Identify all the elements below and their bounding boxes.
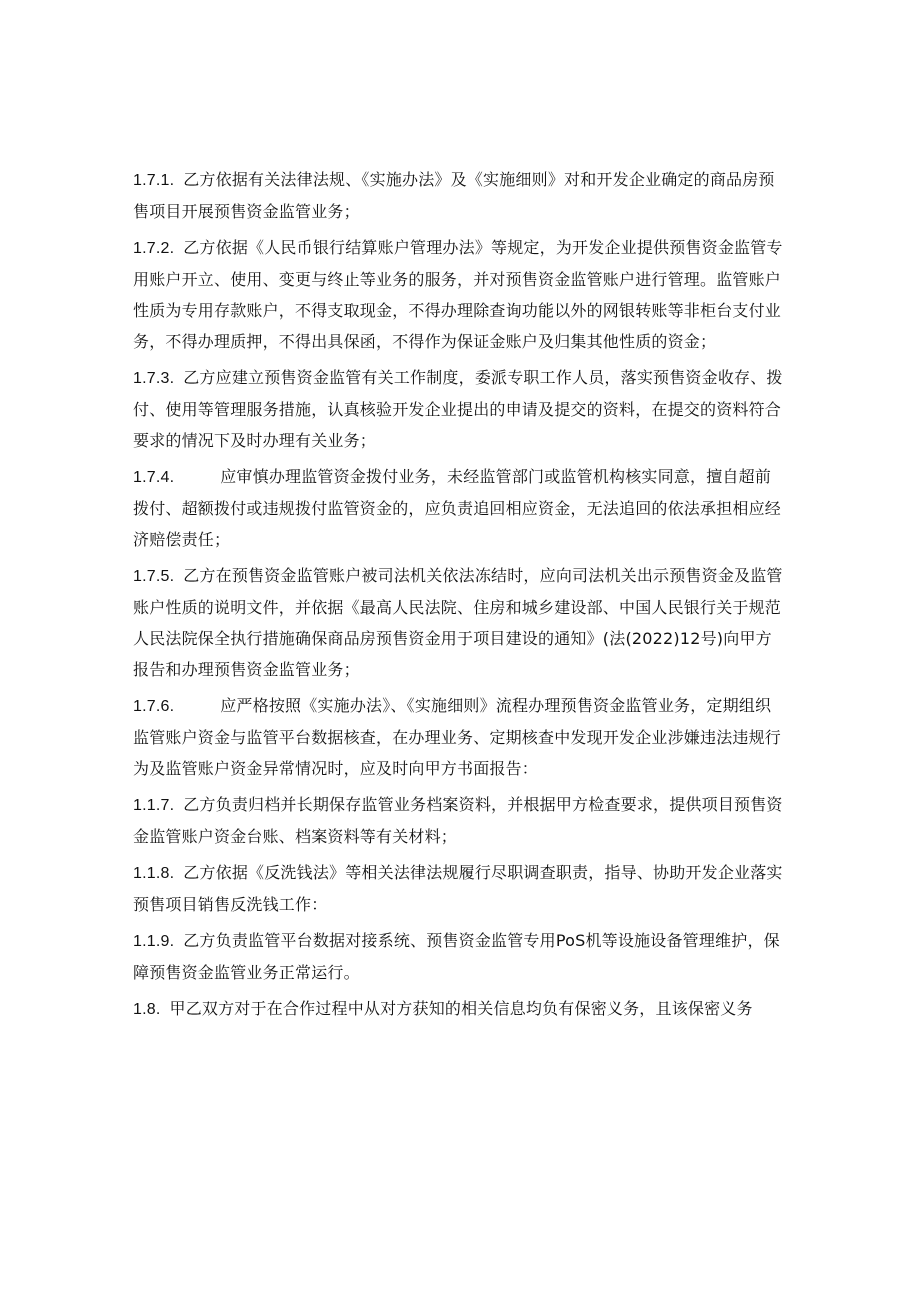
clause-number: 1.1.9. bbox=[133, 933, 175, 950]
clause-1-1-8 bbox=[133, 857, 785, 920]
clause-text: 乙方依据有关法律法规、《实施办法》及《实施细则》对和开发企业确定的商品房预售项目开展预售资金监管业务； bbox=[133, 170, 775, 221]
clause-1-7-5 bbox=[133, 560, 785, 685]
clause-1-7-1 bbox=[133, 164, 785, 227]
clause-1-7-6 bbox=[133, 690, 785, 784]
clause-text: 乙方负责归档并长期保存监管业务档案资料，并根据甲方检查要求，提供项目预售资金监管账户资金台账、档案资料等有关材料； bbox=[133, 795, 783, 846]
clause-text: 乙方负责监管平台数据对接系统、预售资金监管专用PoS机等设施设备管理维护，保障预售资金监管业务正常运行。 bbox=[133, 931, 780, 982]
clause-1-8 bbox=[133, 993, 785, 1025]
clause-text: 甲乙双方对于在合作过程中从对方获知的相关信息均负有保密义务，且该保密义务 bbox=[169, 999, 753, 1018]
clause-number: 1.7.2. bbox=[133, 240, 175, 257]
clause-1-7-3 bbox=[133, 362, 785, 456]
clause-number: 1.8. bbox=[133, 1001, 161, 1018]
clause-1-1-7 bbox=[133, 789, 785, 852]
clause-text: 乙方依据《人民币银行结算账户管理办法》等规定，为开发企业提供预售资金监管专用账户开立、使用、变更与终止等业务的服务，并对预售资金监管账户进行管理。监管账户性质为专用存款账户，不得支取现金，不得办理除查询功能以外的网银转账等非柜台支付业务，不得办理质押，不得出具保函，不得作为保证金账户及归集其他性质的资金； bbox=[133, 238, 783, 351]
clause-1-1-9 bbox=[133, 925, 785, 988]
clause-text: 乙方应建立预售资金监管有关工作制度，委派专职工作人员，落实预售资金收存、拨付、使用等管理服务措施，认真核验开发企业提出的申请及提交的资料，在提交的资料符合要求的情况下及时办理有关业务； bbox=[133, 368, 783, 450]
document-body bbox=[133, 164, 785, 1030]
clause-number: 1.7.3. bbox=[133, 370, 175, 387]
clause-text: 应严格按照《实施办法》、《实施细则》流程办理预售资金监管业务，定期组织监管账户资金与监管平台数据核查，在办理业务、定期核查中发现开发企业涉嫌违法违规行为及监管账户资金异常情况时，应及时向甲方书面报告： bbox=[133, 696, 782, 778]
clause-number: 1.7.5. bbox=[133, 568, 175, 585]
clause-text: 乙方在预售资金监管账户被司法机关依法冻结时，应向司法机关出示预售资金及监管账户性质的说明文件，并依据《最高人民法院、住房和城乡建设部、中国人民银行关于规范人民法院保全执行措施确保商品房预售资金用于项目建设的通知》(法(2022)12号)向甲方报告和办理预售资金监管业务； bbox=[133, 566, 783, 679]
clause-number: 1.1.7. bbox=[133, 797, 175, 814]
clause-number: 1.7.1. bbox=[133, 172, 175, 189]
clause-number: 1.7.6. bbox=[133, 698, 175, 715]
clause-number: 1.7.4. bbox=[133, 469, 175, 486]
clause-1-7-2 bbox=[133, 232, 785, 357]
clause-number: 1.1.8. bbox=[133, 865, 175, 882]
clause-text: 应审慎办理监管资金拨付业务，未经监管部门或监管机构核实同意，擅自超前拨付、超额拨付或违规拨付监管资金的，应负责追回相应资金，无法追回的依法承担相应经济赔偿责任； bbox=[133, 467, 782, 549]
clause-1-7-4 bbox=[133, 461, 785, 555]
clause-text: 乙方依据《反洗钱法》等相关法律法规履行尽职调查职责，指导、协助开发企业落实预售项目销售反洗钱工作： bbox=[133, 863, 783, 914]
